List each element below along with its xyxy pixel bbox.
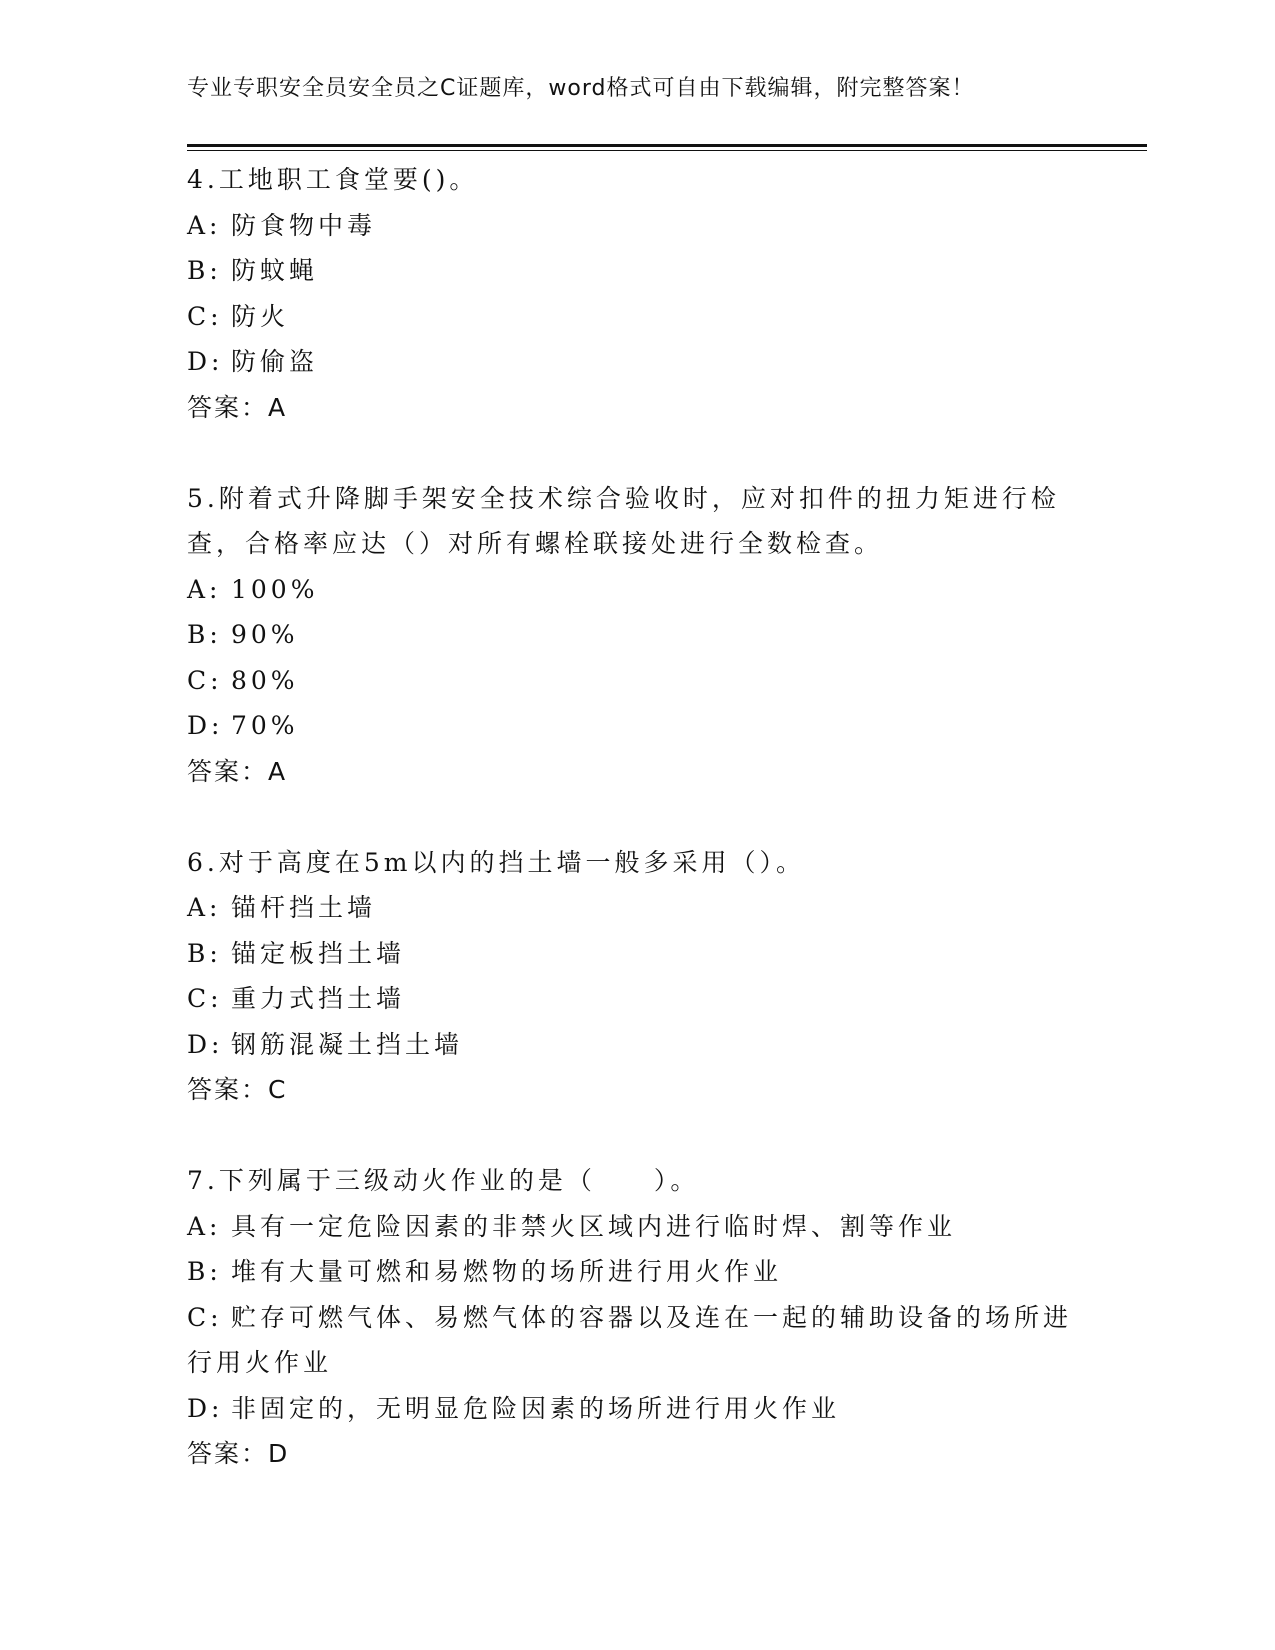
option-label: C: (187, 301, 223, 331)
option-a (187, 1204, 1087, 1250)
answer-line: 答案：A (187, 392, 288, 422)
option-c (187, 1295, 1087, 1341)
option-text: 具有一定危险因素的非禁火区域内进行临时焊、割等作业 (231, 1211, 957, 1241)
option-label: A: (187, 574, 222, 604)
option-text: 锚定板挡土墙 (231, 938, 406, 968)
option-label: A: (187, 1211, 222, 1241)
option-label: B: (187, 1257, 222, 1286)
option-text: 锚杆挡土墙 (231, 893, 377, 922)
option-text: 70% (231, 711, 299, 740)
spacer (187, 1113, 1087, 1159)
question-stem: 5.附着式升降脚手架安全技术综合验收时，应对扣件的扭力矩进行检 (187, 483, 1060, 513)
option-label: D: (187, 1393, 224, 1423)
question-list (187, 157, 1087, 1477)
option-b (187, 931, 1087, 977)
option-label: D: (187, 1029, 224, 1059)
answer-line: 答案：C (187, 1075, 288, 1104)
question-5 (187, 476, 1087, 795)
header-rule-thick (187, 144, 1147, 147)
option-text: 非固定的，无明显危险因素的场所进行用火作业 (231, 1393, 841, 1423)
option-label: D: (187, 711, 224, 740)
option-a (187, 567, 1087, 613)
option-d (187, 339, 1087, 385)
option-label: B: (187, 256, 222, 285)
spacer (187, 430, 1087, 476)
option-label: A: (187, 893, 222, 922)
option-c (187, 294, 1087, 340)
option-text: 80% (231, 665, 299, 695)
option-label: A: (187, 210, 222, 240)
question-7 (187, 1158, 1087, 1477)
option-d (187, 1386, 1087, 1432)
option-text: 防火 (231, 301, 290, 331)
question-stem: 4.工地职工食堂要()。 (187, 165, 479, 194)
question-stem: 6.对于高度在5m以内的挡土墙一般多采用（）。 (187, 847, 805, 877)
page-header: 专业专职安全员安全员之C证题库，word格式可自由下载编辑，附完整答案！ (187, 76, 975, 101)
option-b (187, 248, 1087, 294)
option-a (187, 203, 1087, 249)
option-text: 防偷盗 (231, 347, 319, 376)
option-c (187, 658, 1087, 704)
answer-line: 答案：D (187, 1439, 290, 1468)
option-c-continued: 行用火作业 (187, 1348, 333, 1377)
question-stem: 7.下列属于三级动火作业的是（ ）。 (187, 1166, 700, 1195)
question-4 (187, 157, 1087, 430)
option-text: 堆有大量可燃和易燃物的场所进行用火作业 (231, 1257, 783, 1286)
question-stem-continued: 查，合格率应达（）对所有螺栓联接处进行全数检查。 (187, 529, 884, 558)
option-text: 90% (231, 620, 299, 649)
option-label: C: (187, 1302, 223, 1332)
option-label: C: (187, 665, 223, 695)
option-text: 防食物中毒 (231, 210, 377, 240)
option-b (187, 612, 1087, 658)
option-text: 100% (231, 574, 319, 604)
question-6 (187, 840, 1087, 1113)
header-rule-thin (187, 150, 1147, 151)
option-text: 钢筋混凝土挡土墙 (231, 1029, 464, 1059)
option-label: D: (187, 347, 224, 376)
option-text: 贮存可燃气体、易燃气体的容器以及连在一起的辅助设备的场所进 (231, 1302, 1073, 1332)
option-text: 重力式挡土墙 (231, 984, 406, 1013)
answer-line: 答案：A (187, 756, 288, 786)
option-label: B: (187, 620, 222, 649)
option-d (187, 703, 1087, 749)
option-c (187, 976, 1087, 1022)
spacer (187, 794, 1087, 840)
option-label: B: (187, 938, 222, 968)
option-a (187, 885, 1087, 931)
option-label: C: (187, 984, 223, 1013)
option-text: 防蚊蝇 (231, 256, 319, 285)
option-d (187, 1022, 1087, 1068)
option-b (187, 1249, 1087, 1295)
